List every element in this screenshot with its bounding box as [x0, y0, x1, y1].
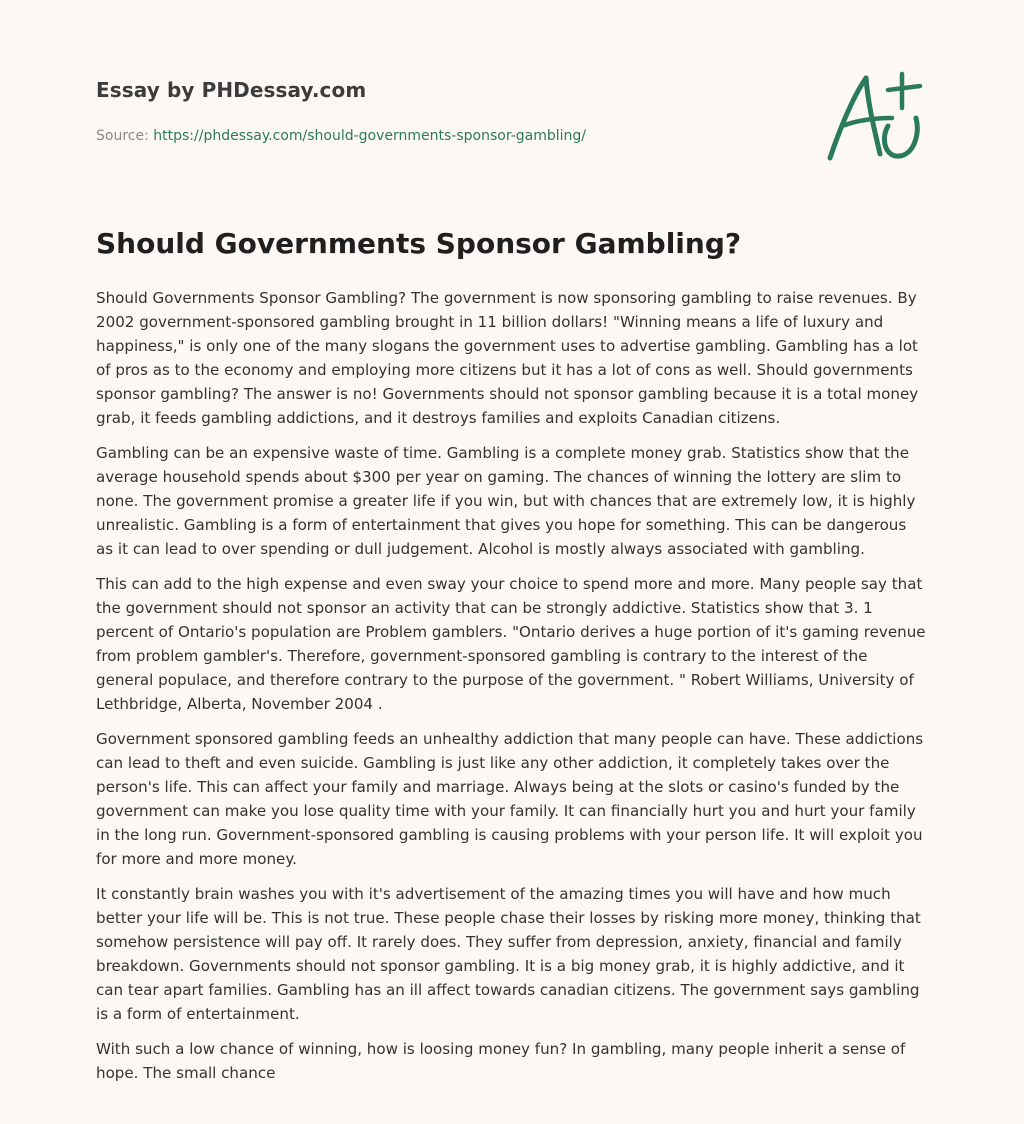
source-label: Source:: [96, 128, 154, 144]
essay-paragraph: Should Governments Sponsor Gambling? The government is now sponsoring gambling to raise revenues. By 2002 government-sponsored gambling brought in 11 billion dollars! "Winning means a life of luxury and happiness," is only one of the many slogans the government uses to advertise gambling. Gambling has a lot of pros as to the economy and employing more citizens but it has a lot of cons as well. Should governments sponsor gambling? The answer is no! Governments should not sponsor gambling because it is a total money grab, it feeds gambling addictions, and it destroys families and exploits Canadian citizens.: [96, 289, 919, 427]
essay-paragraph: This can add to the high expense and even sway your choice to spend more and more. Many people say that the government should not sponsor an activity that can be strongly addictive. Statistics show that 3. 1 percent of Ontario's population are Problem gamblers. "Ontario derives a huge portion of it's gaming revenue from problem gambler's. Therefore, government-sponsored gambling is contrary to the interest of the general populace, and therefore contrary to the purpose of the government. " Robert Williams, University of Lethbridge, Alberta, November 2004 .: [96, 575, 926, 713]
source-line: [96, 126, 796, 146]
essay-title: Should Governments Sponsor Gambling?: [96, 227, 742, 260]
essay-body: [96, 286, 928, 1096]
essay-paragraph: Government sponsored gambling feeds an unhealthy addiction that many people can have. These addictions can lead to theft and even suicide. Gambling is just like any other addiction, it completely takes over the person's life. This can affect your family and marriage. Always being at the slots or casino's funded by the government can make you lose quality time with your family. It can financially hurt you and hurt your family in the long run. Government-sponsored gambling is causing problems with your person life. It will exploit you for more and more money.: [96, 730, 924, 868]
brand-title: Essay by PHDessay.com: [96, 78, 367, 102]
essay-paragraph: It constantly brain washes you with it's advertisement of the amazing times you will have and how much better your life will be. This is not true. These people chase their losses by risking more money, thinking that somehow persistence will pay off. It rarely does. They suffer from depression, anxiety, financial and family breakdown. Governments should not sponsor gambling. It is a big money grab, it is highly addictive, and it can tear apart families. Gambling has an ill affect towards canadian citizens. The government says gambling is a form of entertainment.: [96, 885, 921, 1023]
source-link[interactable]: https://phdessay.com/should-governments-sponsor-gambling/: [153, 128, 586, 144]
a-plus-logo-icon: [822, 68, 928, 164]
essay-paragraph: Gambling can be an expensive waste of time. Gambling is a complete money grab. Statistics show that the average household spends about $300 per year on gaming. The chances of winning the lottery are slim to none. The government promise a greater life if you win, but with chances that are extremely low, it is highly unrealistic. Gambling is a form of entertainment that gives you hope for something. This can be dangerous as it can lead to over spending or dull judgement. Alcohol is mostly always associated with gambling.: [96, 444, 916, 558]
essay-paragraph: With such a low chance of winning, how is loosing money fun? In gambling, many people inherit a sense of hope. The small chance: [96, 1040, 906, 1082]
essay-header: [96, 74, 796, 146]
